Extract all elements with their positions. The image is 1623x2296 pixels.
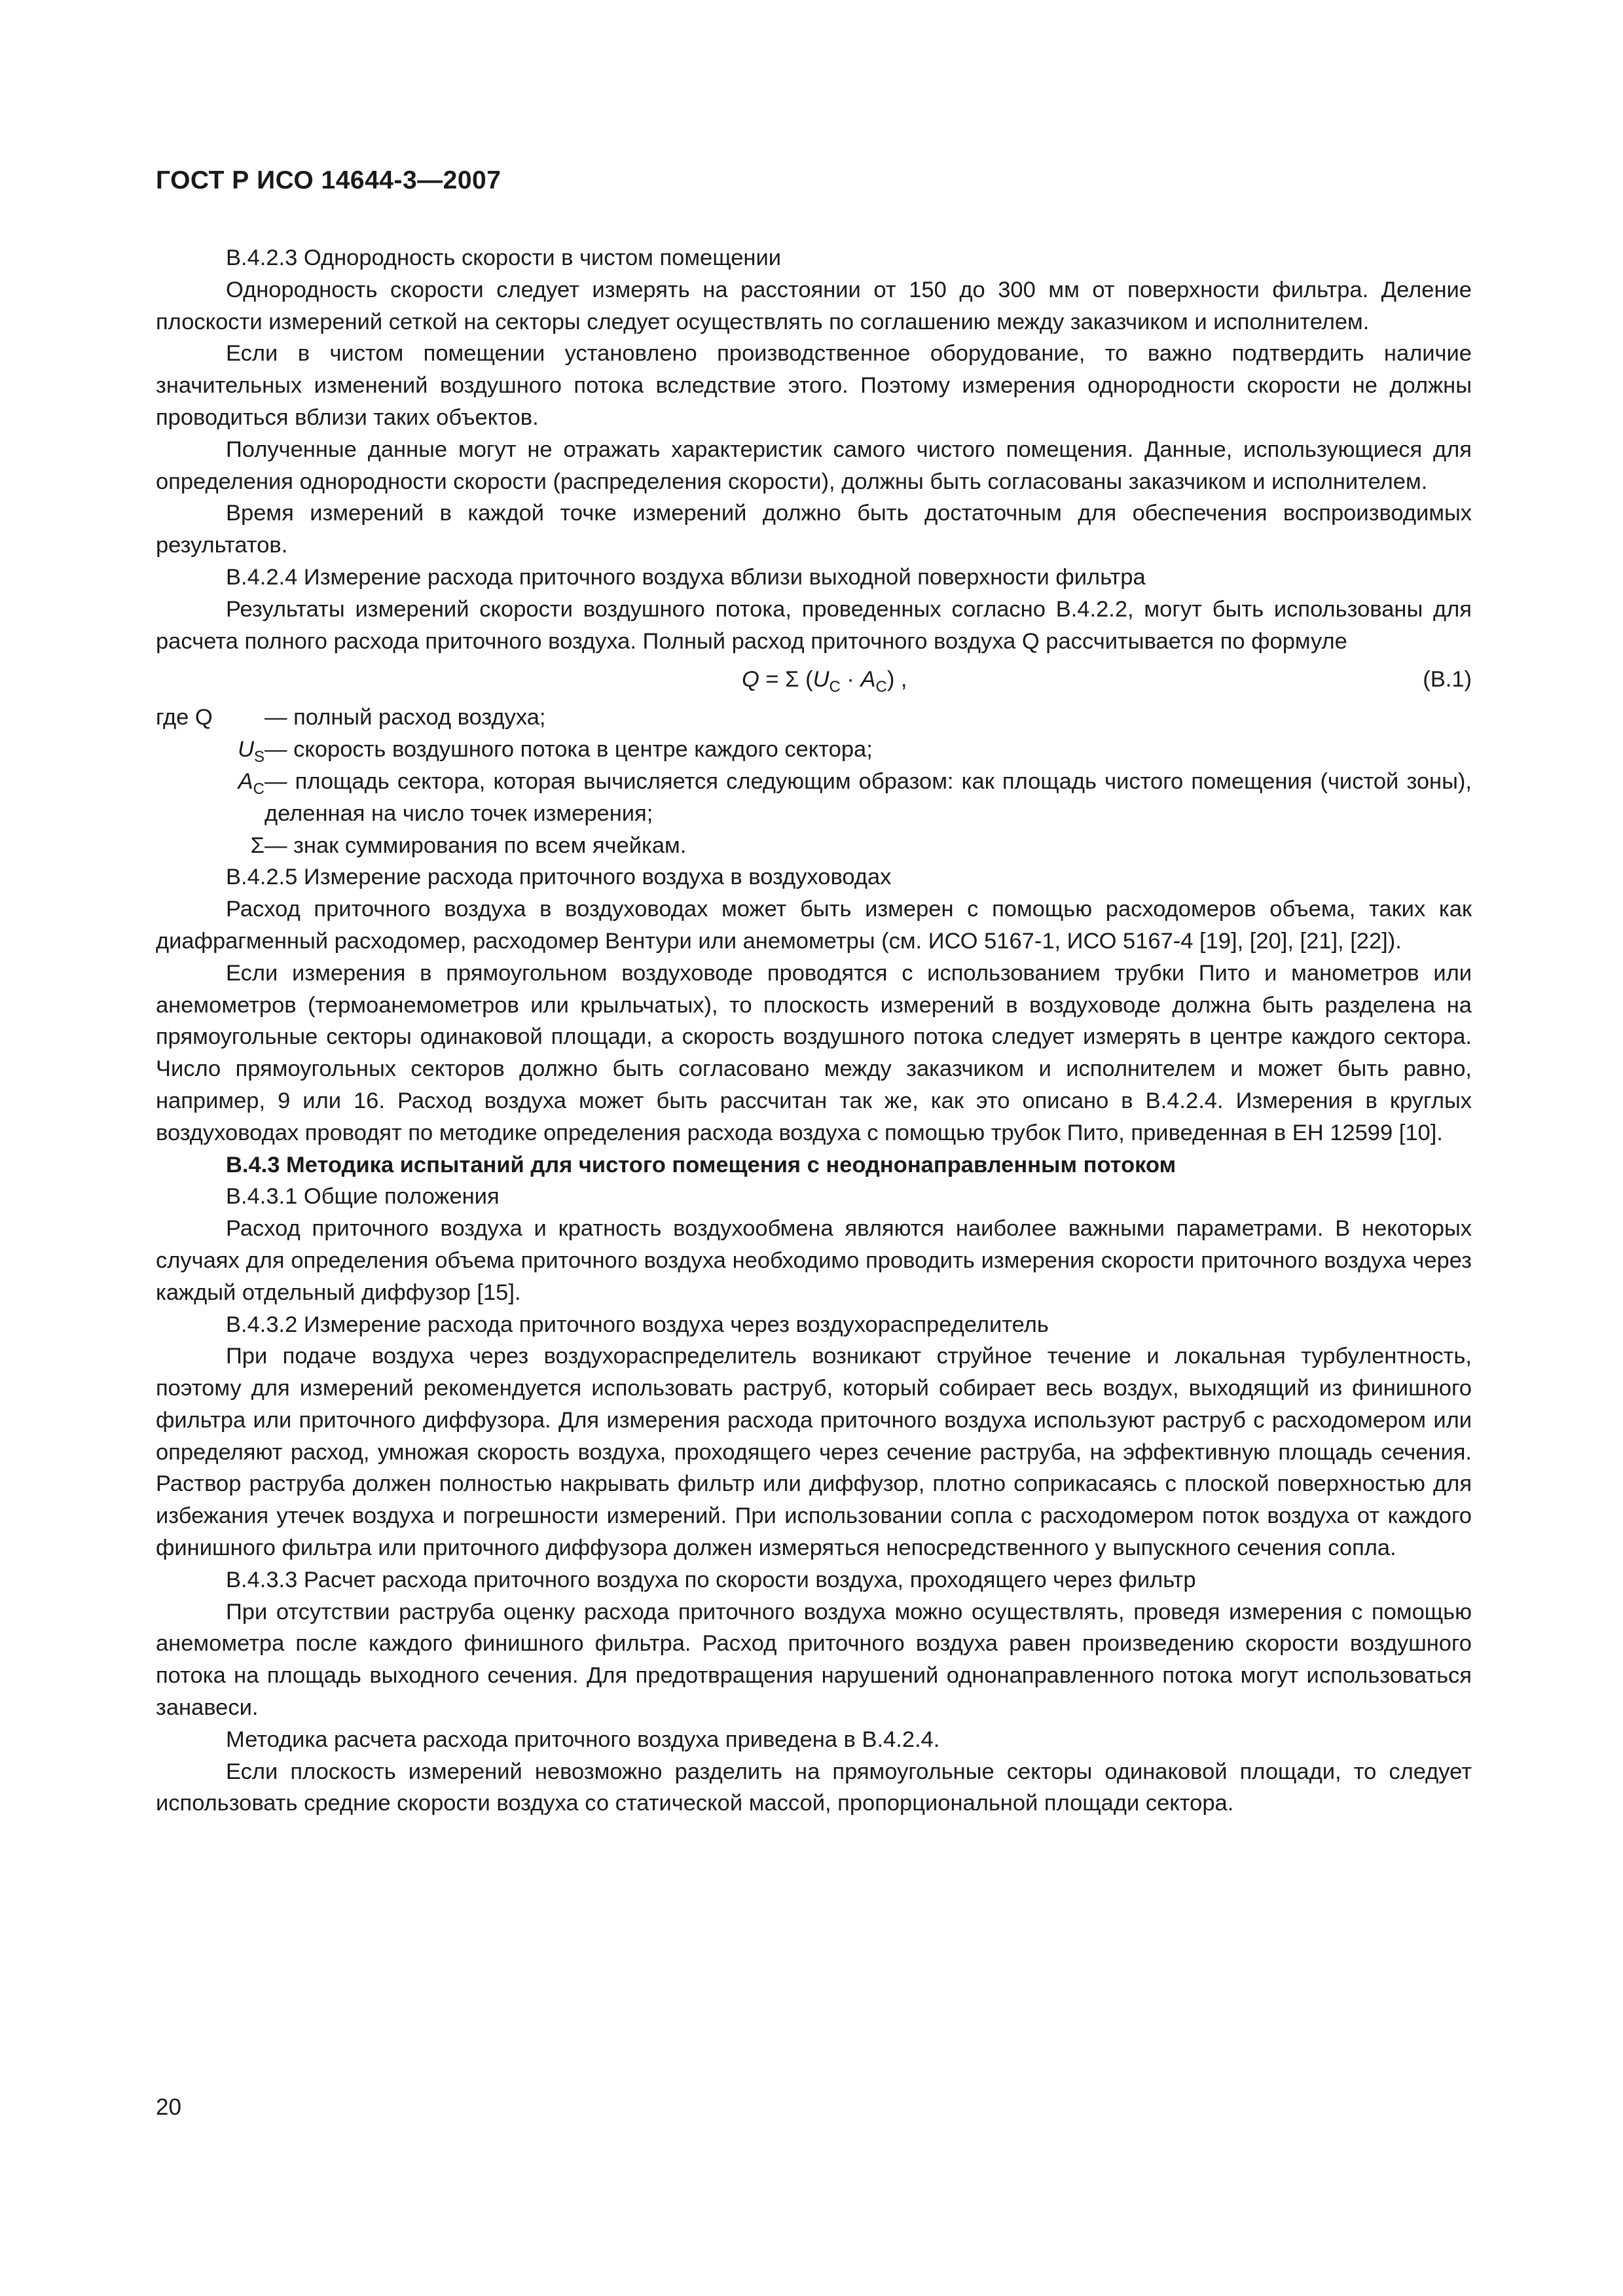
where-text: — скорость воздушного потока в центре каждого сектора; bbox=[264, 737, 873, 762]
section-heading: В.4.2.4 Измерение расхода приточного воздуха вблизи выходной поверхности фильтра bbox=[226, 564, 1146, 590]
formula-expression: Q = Σ $(U_C \cdot A_C)$ , bbox=[742, 667, 907, 696]
paragraph: При отсутствии раструба оценку расхода приточного воздуха можно осуществлять, проведя измерения с помощью анемометра после каждого финишного фильтра. Расход приточного воздуха равен произведению скорости воздушного потока на площадь выходного сечения. Для предотвращения нарушений однонаправленного потока могут использоваться занавеси. bbox=[156, 1599, 1472, 1721]
where-symbol: где Q bbox=[156, 705, 213, 730]
where-item bbox=[156, 734, 1472, 766]
where-list bbox=[156, 702, 1472, 861]
paragraph: Расход приточного воздуха и кратность воздухообмена являются наиболее важными параметрами. В некоторых случаях для определения объема приточного воздуха необходимо проводить измерения скорости приточного воздуха через каждый отдельный диффузор [15]. bbox=[156, 1216, 1472, 1305]
page-number: 20 bbox=[156, 2094, 181, 2120]
where-item bbox=[156, 702, 1472, 734]
paragraph: Время измерений в каждой точке измерений должно быть достаточным для обеспечения воспроизводимых результатов. bbox=[156, 501, 1472, 558]
section-heading: В.4.3.3 Расчет расхода приточного воздуха по скорости воздуха, проходящего через фильтр bbox=[226, 1567, 1196, 1592]
section-heading: В.4.3.2 Измерение расхода приточного воздуха через воздухораспределитель bbox=[226, 1312, 1049, 1337]
section-heading: В.4.3.1 Общие положения bbox=[226, 1184, 500, 1210]
document-body bbox=[156, 242, 1472, 1820]
paragraph: Результаты измерений скорости воздушного потока, проведенных согласно В.4.2.2, могут быть использованы для расчета полного расхода приточного воздуха. Полный расход приточного воздуха Q рассчитывается по формуле bbox=[156, 596, 1472, 654]
paragraph: При подаче воздуха через воздухораспределитель возникают струйное течение и локальная турбулентность, поэтому для измерений рекомендуется использовать раструб, который собирает весь воздух, выходящий из финишного фильтра или приточного диффузора. Для измерения расхода приточного воздуха используют раструб с расходомером или определяют расход, умножая скорость воздуха, проходящего через сечение раструба, на эффективную площадь сечения. Раствор раструба должен полностью накрывать фильтр или диффузор, плотно соприкасаясь с плоской поверхностью для избежания утечек воздуха и погрешности измерений. При использовании сопла с расходомером поток воздуха от каждого финишного фильтра или приточного диффузора должен измеряться непосредственного у выпускного сечения сопла. bbox=[156, 1344, 1472, 1561]
section-heading: В.4.2.5 Измерение расхода приточного воздуха в воздуховодах bbox=[226, 865, 892, 890]
where-text: — знак суммирования по всем ячейкам. bbox=[264, 833, 687, 858]
section-heading: В.4.2.3 Однородность скорости в чистом помещении bbox=[226, 245, 782, 270]
paragraph: Методика расчета расхода приточного воздуха приведена в В.4.2.4. bbox=[226, 1727, 940, 1752]
formula-b1 bbox=[156, 661, 1472, 699]
document-header-title: ГОСТ Р ИСО 14644-3—2007 bbox=[156, 166, 501, 194]
formula-number: (В.1) bbox=[1423, 667, 1472, 692]
paragraph: Если измерения в прямоугольном воздуховоде проводятся с использованием трубки Пито и манометров или анемометров (термоанемометров или крыльчатых), то плоскость измерений в воздуховоде должна быть разделена на прямоугольные секторы одинаковой площади, а скорость воздушного потока следует измерять в центре каждого сектора. Число прямоугольных секторов должно быть согласовано между заказчиком и исполнителем и может быть равно, например, 9 или 16. Расход воздуха может быть рассчитан так же, как это описано в В.4.2.4. Измерения в круглых воздуховодах проводят по методике определения расхода воздуха с помощью трубок Пито, приведенная в ЕН 12599 [10]. bbox=[156, 960, 1472, 1145]
where-text: — площадь сектора, которая вычисляется следующим образом: как площадь чистого помещения (чистой зоны), деленная на число точек измерения; bbox=[264, 768, 1472, 826]
paragraph: Полученные данные могут не отражать характеристик самого чистого помещения. Данные, использующиеся для определения однородности скорости (распределения скорости), должны быть согласованы заказчиком и исполнителем. bbox=[156, 437, 1472, 494]
where-symbol: $A_C$ bbox=[238, 768, 264, 798]
paragraph: Однородность скорости следует измерять на расстоянии от 150 до 300 мм от поверхности фильтра. Деление плоскости измерений сеткой на секторы следует осуществлять по соглашению между заказчиком и исполнителем. bbox=[156, 277, 1472, 334]
section-heading-bold: В.4.3 Методика испытаний для чистого помещения с неоднонаправленным потоком bbox=[226, 1152, 1176, 1177]
paragraph: Если в чистом помещении установлено производственное оборудование, то важно подтвердить наличие значительных изменений воздушного потока вследствие этого. Поэтому измерения однородности скорости не должны проводиться вблизи таких объектов. bbox=[156, 341, 1472, 430]
where-item bbox=[156, 766, 1472, 830]
where-symbol: Σ bbox=[250, 833, 264, 858]
where-item bbox=[156, 830, 1472, 862]
where-symbol: $U_S$ bbox=[238, 737, 264, 766]
paragraph: Расход приточного воздуха в воздуховодах может быть измерен с помощью расходомеров объема, таких как диафрагменный расходомер, расходомер Вентури или анемометры (см. ИСО 5167-1, ИСО 5167-4 [19], [20], [21], [22]). bbox=[156, 897, 1472, 954]
where-text: — полный расход воздуха; bbox=[264, 705, 546, 730]
paragraph: Если плоскость измерений невозможно разделить на прямоугольные секторы одинаковой площади, то следует использовать средние скорости воздуха со статической массой, пропорциональной площади сектора. bbox=[156, 1759, 1472, 1816]
